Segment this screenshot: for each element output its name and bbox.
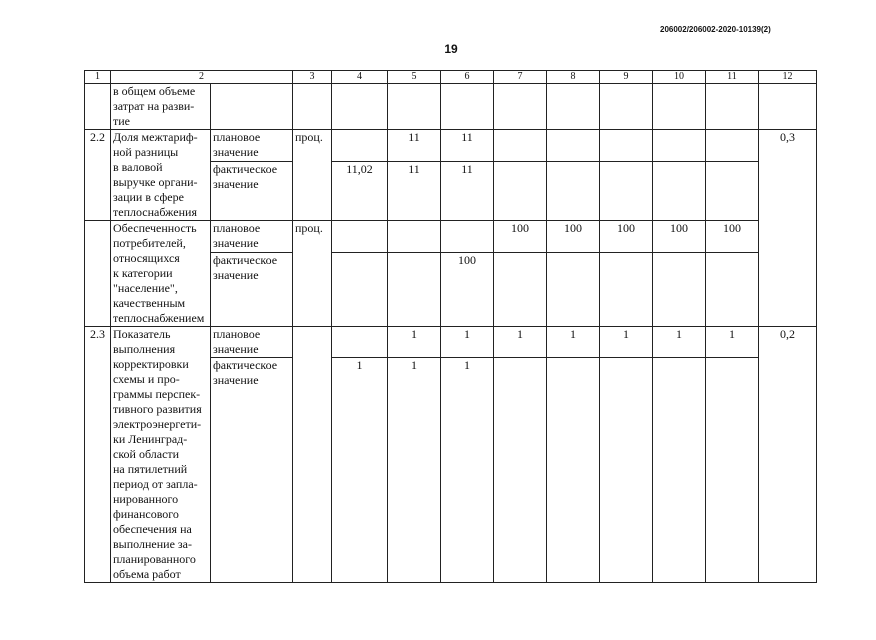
value-type-fact: фактическое значение — [211, 252, 293, 326]
indicators-table — [84, 70, 817, 583]
row-number — [85, 221, 111, 327]
value-cell — [332, 252, 388, 326]
col-header: 12 — [759, 71, 817, 84]
row-number: 2.2 — [85, 130, 111, 221]
unit-cell: проц. — [293, 130, 332, 221]
row-number: 2.3 — [85, 327, 111, 583]
document-number: 206002/206002-2020-10139(2) — [660, 25, 771, 34]
value-cell — [706, 84, 759, 130]
value-cell — [600, 252, 653, 326]
value-cell — [388, 221, 441, 253]
value-cell — [600, 358, 653, 583]
value-cell — [547, 161, 600, 220]
value-cell — [653, 161, 706, 220]
value-cell — [547, 252, 600, 326]
weight-cell — [759, 84, 817, 130]
value-cell: 11 — [441, 130, 494, 162]
col-header: 1 — [85, 71, 111, 84]
indicator-name: Показатель выполнения корректировки схемы и про- граммы перспек- тивного развития электроэнергети- ки Ленинград- ской области на пятилетний период от запла- нированного финансового обеспечения на выполнение за- планированного объема работ — [111, 327, 211, 583]
table-row — [85, 130, 817, 162]
value-type-fact: фактическое значение — [211, 358, 293, 583]
value-cell — [441, 221, 494, 253]
value-cell — [706, 358, 759, 583]
col-header: 3 — [293, 71, 332, 84]
value-cell: 1 — [388, 327, 441, 358]
value-cell — [600, 161, 653, 220]
value-cell — [388, 252, 441, 326]
value-cell: 1 — [441, 327, 494, 358]
value-cell — [547, 84, 600, 130]
weight-cell: 0,3 — [759, 130, 817, 327]
value-cell: 1 — [332, 358, 388, 583]
page-number: 19 — [444, 42, 458, 56]
value-cell: 1 — [600, 327, 653, 358]
row-number — [85, 84, 111, 130]
value-type-fact: фактическое значение — [211, 161, 293, 220]
col-header: 11 — [706, 71, 759, 84]
value-cell: 11 — [441, 161, 494, 220]
indicator-name: в общем объеме затрат на разви- тие — [111, 84, 211, 130]
col-header: 2 — [111, 71, 293, 84]
col-header: 6 — [441, 71, 494, 84]
value-cell — [494, 84, 547, 130]
value-cell: 1 — [547, 327, 600, 358]
value-cell: 100 — [494, 221, 547, 253]
value-cell — [600, 130, 653, 162]
value-cell — [653, 84, 706, 130]
value-cell: 100 — [547, 221, 600, 253]
value-cell — [706, 161, 759, 220]
value-cell — [653, 252, 706, 326]
value-cell: 1 — [441, 358, 494, 583]
value-cell: 100 — [441, 252, 494, 326]
col-header: 9 — [600, 71, 653, 84]
value-cell — [494, 161, 547, 220]
indicator-name: Доля межтариф- ной разницы в валовой выручке органи- зации в сфере теплоснабжения — [111, 130, 211, 221]
unit-cell — [293, 327, 332, 583]
value-cell: 1 — [706, 327, 759, 358]
col-header: 5 — [388, 71, 441, 84]
value-cell — [547, 358, 600, 583]
value-cell — [547, 130, 600, 162]
value-type — [211, 84, 293, 130]
table-row — [85, 327, 817, 358]
unit-cell: проц. — [293, 221, 332, 327]
value-cell — [332, 130, 388, 162]
value-cell: 1 — [494, 327, 547, 358]
value-cell — [653, 130, 706, 162]
value-cell: 1 — [653, 327, 706, 358]
value-type-plan: плановое значение — [211, 130, 293, 162]
table-row — [85, 84, 817, 130]
table-row — [85, 221, 817, 253]
value-cell: 1 — [388, 358, 441, 583]
value-cell — [441, 84, 494, 130]
value-cell — [388, 84, 441, 130]
indicator-name: Обеспеченность потребителей, относящихся к категории "население", качественным теплоснабжением — [111, 221, 211, 327]
col-header: 10 — [653, 71, 706, 84]
value-cell: 100 — [706, 221, 759, 253]
value-cell — [494, 130, 547, 162]
value-cell — [494, 252, 547, 326]
value-cell: 100 — [600, 221, 653, 253]
value-cell — [653, 358, 706, 583]
value-cell — [332, 84, 388, 130]
weight-cell: 0,2 — [759, 327, 817, 583]
value-cell — [494, 358, 547, 583]
value-cell: 100 — [653, 221, 706, 253]
col-header: 4 — [332, 71, 388, 84]
value-cell: 11,02 — [332, 161, 388, 220]
value-cell — [706, 130, 759, 162]
col-header: 8 — [547, 71, 600, 84]
value-type-plan: плановое значение — [211, 221, 293, 253]
value-cell — [600, 84, 653, 130]
value-cell — [706, 252, 759, 326]
value-cell: 11 — [388, 130, 441, 162]
unit-cell — [293, 84, 332, 130]
col-header: 7 — [494, 71, 547, 84]
value-cell — [332, 327, 388, 358]
column-header-row — [85, 71, 817, 84]
value-type-plan: плановое значение — [211, 327, 293, 358]
value-cell — [332, 221, 388, 253]
value-cell: 11 — [388, 161, 441, 220]
